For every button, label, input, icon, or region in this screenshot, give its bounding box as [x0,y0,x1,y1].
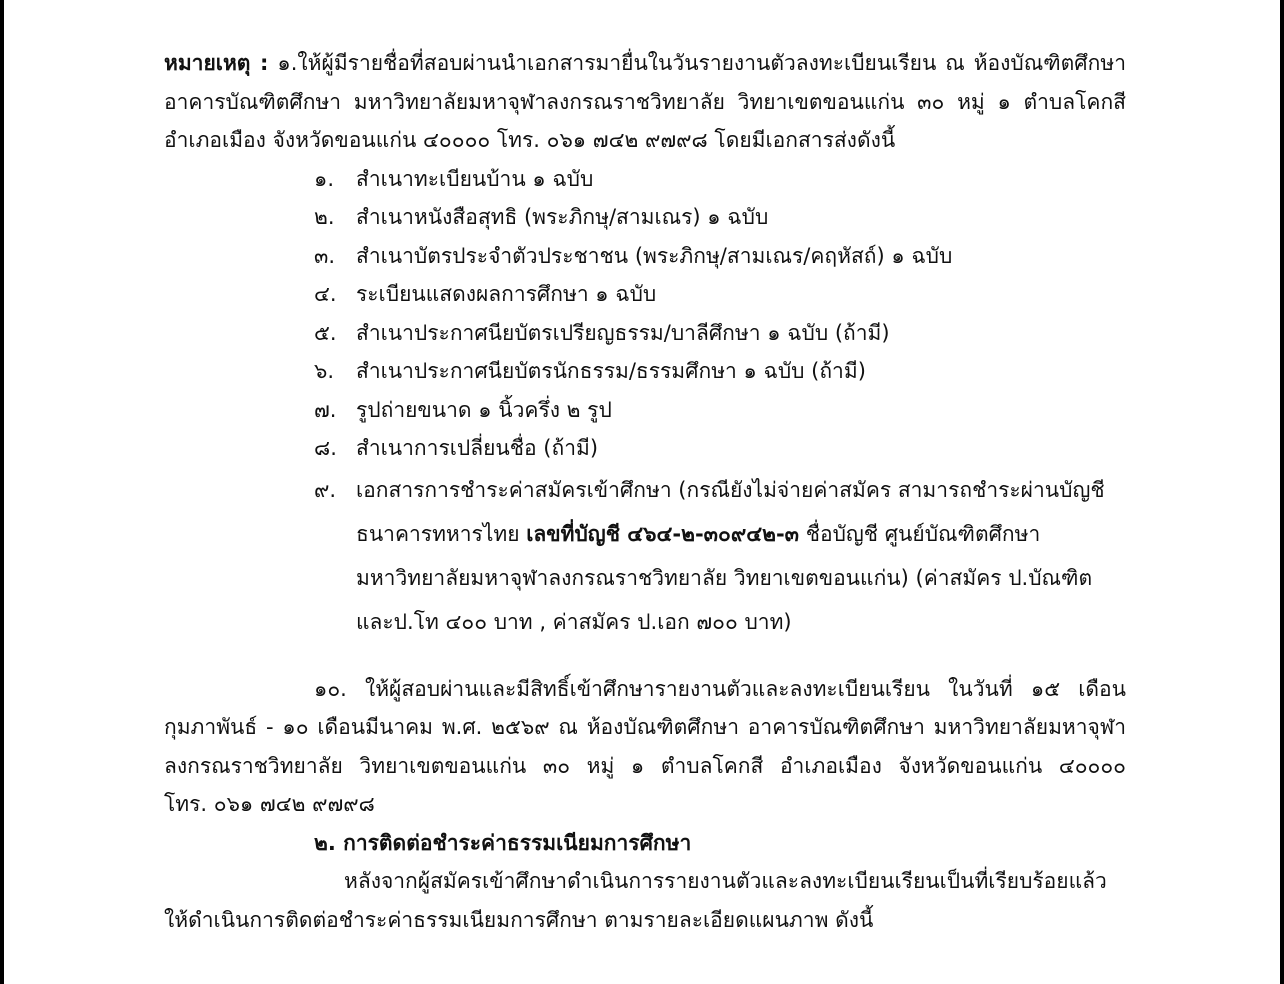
document-body [164,44,1126,939]
note-line-3: อำเภอเมือง จังหวัดขอนแก่น ๔๐๐๐๐ โทร. ๐๖๑ ๗๔๒ ๙๗๙๘ โดยมีเอกสารส่งดังนี้ [164,128,896,152]
section-2-title: ๒. การติดต่อชำระค่าธรรมเนียมการศึกษา [314,830,692,855]
spacer [164,644,1126,670]
item-text: ระเบียนแสดงผลการศึกษา ๑ ฉบับ [356,282,657,306]
bank-name: ธนาคารทหารไทย [356,521,527,546]
note-line-2: อาคารบัณฑิตศึกษา มหาวิทยาลัยมหาจุฬาลงกรณราชวิทยาลัย วิทยาเขตขอนแก่น ๓๐ หมู่ ๑ ตำบลโคกสี [164,89,1126,114]
item-number: ๑. [314,166,335,191]
item-number: ๘. [314,436,337,460]
note-line-1 [164,44,1126,83]
account-number: เลขที่บัญชี ๔๖๔-๒-๓๐๙๔๒-๓ [526,521,800,546]
para10-line-4: โทร. ๐๖๑ ๗๔๒ ๙๗๙๘ [164,792,375,816]
document-item-7 [164,391,1126,430]
document-item-6 [164,352,1126,391]
item-number: ๒. [314,205,335,229]
document-item-5 [164,314,1126,353]
item-number: ๓. [314,243,336,268]
para10-line-2: กุมภาพันธ์ - ๑๐ เดือนมีนาคม พ.ศ. ๒๕๖๙ ณ ห้องบัณฑิตศึกษา อาคารบัณฑิตศึกษา มหาวิทยาลัยมหาจุฬา [164,715,1126,739]
item9-line-1: เอกสารการชำระค่าสมัครเข้าศึกษา (กรณียังไม่จ่ายค่าสมัคร สามารถชำระผ่านบัญชี [356,477,1105,502]
item-text: สำเนาประกาศนียบัตรนักธรรม/ธรรมศึกษา ๑ ฉบับ (ถ้ามี) [356,359,866,383]
section-2-line-2: ให้ดำเนินการติดต่อชำระค่าธรรมเนียมการศึกษา ตามรายละเอียดแผนภาพ ดังนี้ [164,907,874,932]
item-text: สำเนาหนังสือสุทธิ (พระภิกษุ/สามเณร) ๑ ฉบับ [356,205,769,229]
document-item-1 [164,160,1126,199]
item-number: ๙. [314,477,337,502]
account-name: ชื่อบัญชี ศูนย์บัณฑิตศึกษา [799,521,1041,546]
item9-line-4: และป.โท ๔๐๐ บาท , ค่าสมัคร ป.เอก ๗๐๐ บาท) [356,609,792,634]
para10-line-3: ลงกรณราชวิทยาลัย วิทยาเขตขอนแก่น ๓๐ หมู่ ๑ ตำบลโคกสี อำเภอเมือง จังหวัดขอนแก่น ๔๐๐๐๐ [164,753,1126,778]
item-number: ๖. [314,359,335,383]
item9-line-3: มหาวิทยาลัยมหาจุฬาลงกรณราชวิทยาลัย วิทยาเขตขอนแก่น) (ค่าสมัคร ป.บัณฑิต [356,565,1093,590]
item-number: ๕. [314,320,337,345]
item9-line-2 [164,512,1126,556]
item-number: ๔. [314,282,337,306]
document-item-3 [164,237,1126,276]
item-number: ๗. [314,397,337,422]
section-2-line-1: หลังจากผู้สมัครเข้าศึกษาดำเนินการรายงานตัวและลงทะเบียนเรียนเป็นที่เรียบร้อยแล้ว [344,869,1107,893]
document-item-8 [164,429,1126,468]
item-text: สำเนาทะเบียนบ้าน ๑ ฉบับ [356,166,594,191]
para10-line-1: ๑๐. ให้ผู้สอบผ่านและมีสิทธิ์เข้าศึกษารายงานตัวและลงทะเบียนเรียน ในวันที่ ๑๕ เดือน [314,676,1126,701]
item-text: รูปถ่ายขนาด ๑ นิ้วครึ่ง ๒ รูป [356,397,612,422]
item-text: สำเนาประกาศนียบัตรเปรียญธรรม/บาลีศึกษา ๑ ฉบับ (ถ้ามี) [356,320,890,345]
note-text: ๑.ให้ผู้มีรายชื่อที่สอบผ่านนำเอกสารมายื่นในวันรายงานตัวลงทะเบียนเรียน ณ ห้องบัณฑิตศึกษา [277,51,1126,75]
document-item-4 [164,275,1126,314]
item-text: สำเนาบัตรประจำตัวประชาชน (พระภิกษุ/สามเณร/คฤหัสถ์) ๑ ฉบับ [356,243,953,268]
item-text: สำเนาการเปลี่ยนชื่อ (ถ้ามี) [356,436,599,460]
document-item-9 [164,468,1126,512]
document-item-2 [164,198,1126,237]
note-label: หมายเหตุ : [164,51,269,75]
document-page [4,0,1280,984]
